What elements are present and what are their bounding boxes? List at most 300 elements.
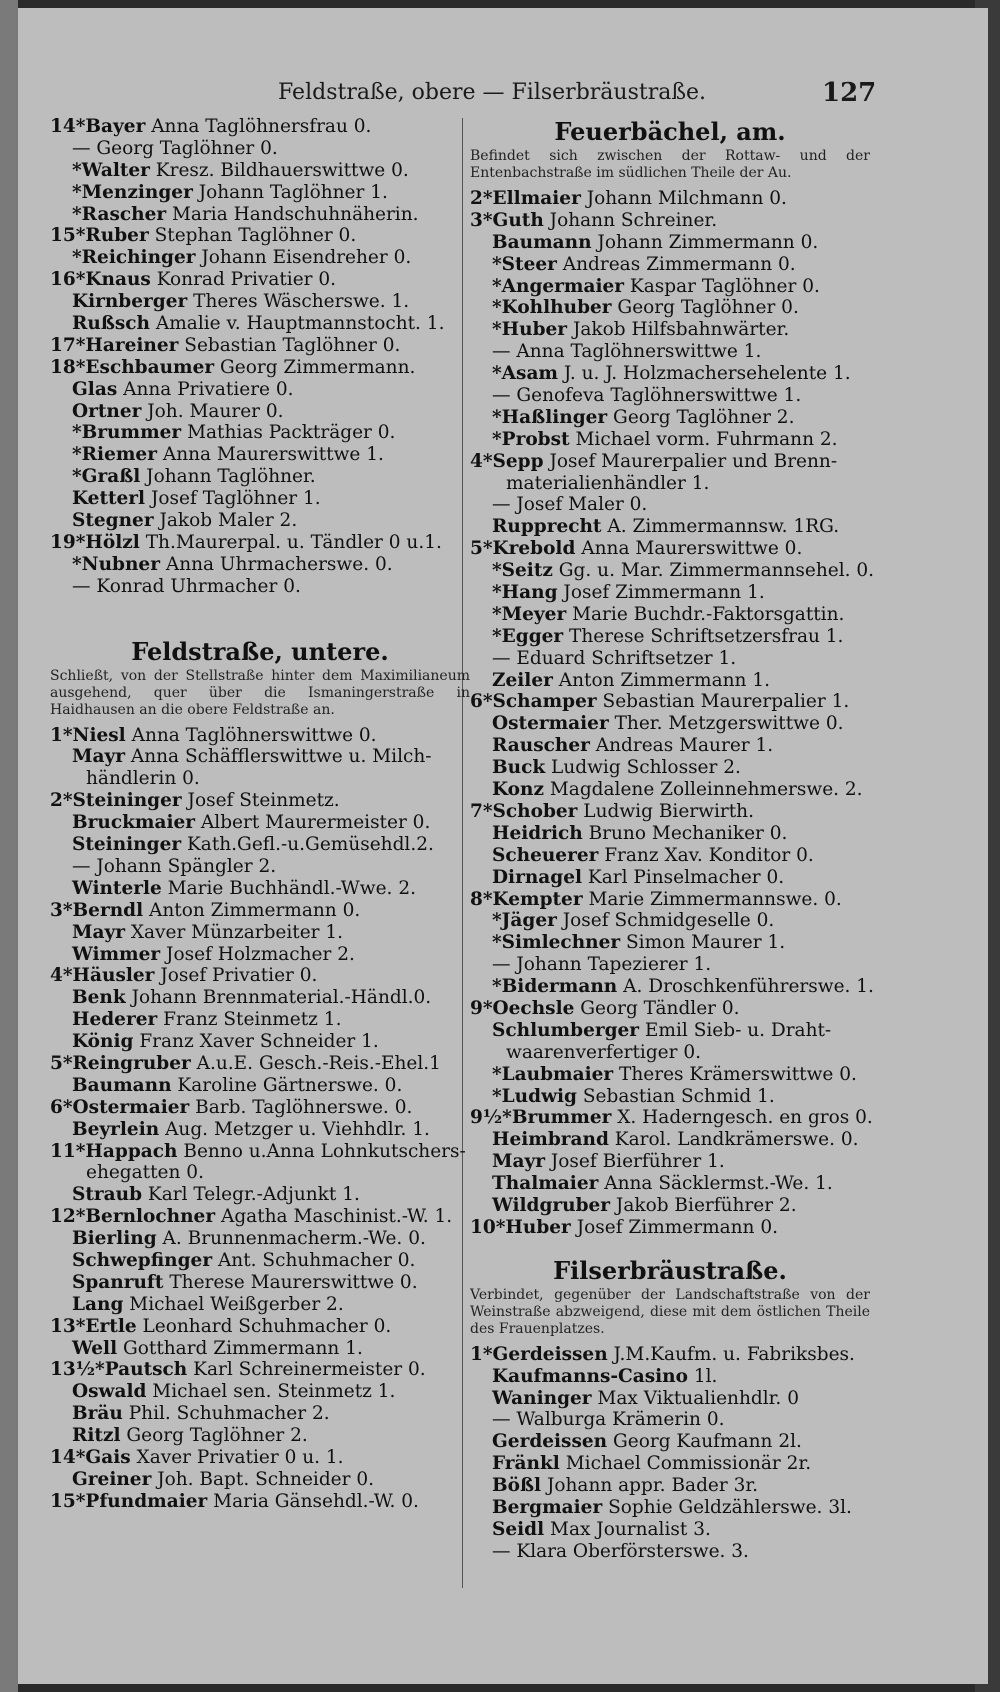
directory-entry	[50, 987, 470, 1009]
directory-entry	[470, 713, 870, 735]
resident-details: Josef Bierführer 1.	[544, 1151, 725, 1173]
page-number: 127	[822, 78, 877, 108]
directory-entry	[50, 1119, 470, 1141]
resident-details: Xaver Münzarbeiter 1.	[124, 921, 344, 943]
directory-entry	[50, 1053, 470, 1075]
resident-details: Theres Krämerswittwe 0.	[613, 1063, 857, 1085]
resident-surname: Well	[72, 1337, 118, 1359]
resident-details: Joh. Bapt. Schneider 0.	[151, 1468, 374, 1490]
directory-entry	[470, 1107, 873, 1129]
directory-entry	[50, 834, 470, 856]
resident-details: Simon Maurer 1.	[620, 932, 786, 954]
resident-surname: Eschbaumer	[85, 356, 215, 378]
resident-surname: Greiner	[72, 1468, 152, 1490]
directory-entry	[50, 1250, 470, 1272]
resident-details: — Johann Spängler 2.	[72, 855, 277, 877]
directory-entry	[50, 269, 470, 291]
directory-entry	[470, 801, 870, 823]
directory-entry	[50, 1294, 470, 1316]
resident-details: — Josef Maler 0.	[492, 494, 648, 516]
resident-details: Ludwig Schlosser 2.	[545, 757, 741, 779]
resident-details: J. u. J. Holzmachersehelente 1.	[558, 363, 851, 385]
running-title: Feldstraße, obere — Filserbräustraße.	[278, 80, 707, 105]
section-heading-feldstrasse-untere: Feldstraße, untere.	[131, 636, 389, 666]
resident-details: Franz Steinmetz 1.	[157, 1009, 342, 1031]
resident-surname: Reingruber	[72, 1052, 191, 1074]
directory-entry	[50, 1206, 470, 1228]
resident-details: Johann Zimmermann 0.	[591, 231, 819, 253]
resident-details: — Genofeva Taglöhnerswittwe 1.	[492, 385, 802, 407]
directory-entry	[470, 1129, 870, 1151]
resident-details: Anna Maurerswittwe 0.	[575, 538, 803, 560]
resident-surname: *Steer	[492, 253, 557, 275]
resident-details: Kresz. Bildhauerswittwe 0.	[149, 159, 409, 181]
resident-surname: Straub	[72, 1184, 143, 1206]
resident-details: Ludwig Bierwirth.	[577, 800, 754, 822]
resident-details: Agatha Maschinist.-W. 1.	[215, 1206, 453, 1228]
house-number: 9*	[470, 997, 493, 1019]
resident-surname: König	[72, 1031, 134, 1053]
directory-entry	[470, 1519, 870, 1541]
resident-surname: Hölzl	[85, 531, 140, 553]
resident-surname: Ruber	[85, 225, 149, 247]
directory-entry	[470, 604, 870, 626]
resident-details: Johann appr. Bader 3r.	[541, 1475, 759, 1497]
resident-surname: Ellmaier	[492, 188, 581, 209]
house-number: 15*	[50, 225, 86, 247]
resident-surname: Rußsch	[72, 313, 151, 335]
resident-surname: *Huber	[492, 319, 568, 341]
resident-surname: *Probst	[492, 428, 570, 450]
house-number: 17*	[50, 334, 86, 356]
resident-details: Josef Zimmermann 1.	[557, 582, 765, 604]
resident-details: Karol. Landkrämerswe. 0.	[608, 1129, 859, 1151]
house-number: 8*	[470, 888, 493, 910]
resident-details: Josef Schmidgeselle 0.	[556, 910, 775, 932]
directory-entry	[470, 932, 870, 954]
resident-details: Anna Uhrmacherswe. 0.	[159, 553, 393, 575]
resident-details: Theres Wäscherswe. 1.	[187, 291, 410, 313]
resident-surname: Steininger	[72, 790, 182, 812]
resident-surname: *Haßlinger	[492, 406, 608, 428]
directory-entry	[50, 1381, 470, 1403]
directory-entry	[470, 867, 870, 889]
resident-details: Anton Zimmermann 1.	[552, 669, 770, 691]
resident-details: Johann Milchmann 0.	[580, 188, 787, 209]
resident-surname: Lang	[72, 1293, 124, 1315]
directory-entry	[50, 965, 470, 987]
resident-surname: *Graßl	[72, 466, 141, 488]
directory-entry	[50, 900, 470, 922]
resident-surname: Konz	[492, 779, 544, 801]
directory-entry	[50, 466, 470, 488]
resident-surname: Glas	[72, 378, 118, 400]
resident-details: Johann Brennmaterial.-Händl.0.	[125, 987, 432, 1009]
directory-entry	[470, 998, 870, 1020]
directory-entry	[50, 1184, 470, 1206]
resident-surname: Ortner	[72, 400, 142, 422]
resident-surname: Hederer	[72, 1009, 158, 1031]
resident-surname: Zeiler	[492, 669, 553, 691]
resident-surname: *Kohlhuber	[492, 297, 612, 319]
resident-details: Johann Taglöhner 1.	[192, 181, 388, 203]
directory-entry	[50, 422, 470, 444]
resident-surname: Häusler	[72, 965, 155, 987]
house-number: 7*	[470, 800, 493, 822]
directory-entry	[470, 429, 870, 451]
resident-details: — Walburga Krämerin 0.	[492, 1409, 725, 1431]
resident-details: Karl Pinselmacher 0.	[582, 866, 785, 888]
resident-details: Therese Maurerswittwe 0.	[163, 1271, 418, 1293]
resident-details: Stephan Taglöhner 0.	[148, 225, 357, 247]
directory-entry	[50, 1272, 470, 1294]
entries-feldstrasse-untere	[50, 725, 470, 1513]
directory-entry	[50, 1162, 470, 1184]
resident-surname: Bräu	[72, 1403, 123, 1425]
directory-entry	[470, 757, 870, 779]
directory-entry	[470, 385, 870, 407]
directory-entry	[470, 823, 870, 845]
directory-entry	[470, 1064, 870, 1086]
resident-surname: Ostermaier	[72, 1096, 190, 1118]
directory-entry	[50, 856, 470, 878]
directory-entry	[470, 297, 870, 319]
directory-entry	[470, 779, 870, 801]
resident-surname: *Laubmaier	[492, 1063, 614, 1085]
resident-surname: Beyrlein	[72, 1118, 160, 1140]
resident-details: Andreas Maurer 1.	[589, 735, 774, 757]
resident-surname: Mayr	[72, 921, 125, 943]
resident-surname: Spanruft	[72, 1271, 164, 1293]
resident-details: Anna Privatiere 0.	[117, 378, 294, 400]
directory-entry	[470, 276, 870, 298]
resident-details: ehegatten 0.	[86, 1162, 204, 1184]
directory-entry	[50, 291, 470, 313]
resident-surname: Stegner	[72, 510, 154, 532]
resident-surname: Waninger	[492, 1387, 592, 1409]
directory-entry	[50, 576, 470, 598]
resident-details: Joh. Maurer 0.	[141, 400, 284, 422]
directory-entry	[50, 1075, 470, 1097]
directory-entry	[470, 1020, 870, 1042]
resident-surname: Baumann	[492, 231, 592, 253]
resident-details: Johann Eisendreher 0.	[195, 247, 412, 269]
resident-surname: Heimbrand	[492, 1129, 609, 1151]
resident-surname: *Menzinger	[72, 181, 193, 203]
directory-entry	[50, 335, 470, 357]
directory-entry	[470, 1475, 870, 1497]
directory-entry	[50, 768, 470, 790]
directory-entry	[50, 1359, 470, 1381]
resident-details: Johann Schreiner.	[543, 209, 718, 231]
directory-entry	[50, 1031, 470, 1053]
resident-surname: Ostermaier	[492, 713, 609, 735]
directory-entry	[470, 516, 870, 538]
house-number: 19*	[50, 531, 86, 553]
section-heading-filserbraeustrasse: Filserbräustraße.	[553, 1255, 787, 1285]
resident-details: Johann Taglöhner.	[140, 466, 316, 488]
resident-details: Aug. Metzger u. Viehhdlr. 1.	[159, 1118, 430, 1140]
resident-surname: Niesl	[72, 724, 126, 746]
resident-surname: *Jäger	[492, 910, 557, 932]
resident-surname: *Rascher	[72, 203, 167, 225]
directory-entry	[470, 845, 870, 867]
directory-entry	[50, 1009, 470, 1031]
directory-entry	[470, 889, 870, 911]
resident-surname: *Walter	[72, 159, 150, 181]
resident-details: Michael Weißgerber 2.	[123, 1293, 344, 1315]
resident-surname: Rupprecht	[492, 516, 602, 538]
resident-details: Maria Handschuhnäherin.	[166, 203, 419, 225]
resident-details: Emil Sieb- u. Draht-	[639, 1019, 832, 1041]
resident-details: X. Haderngesch. en gros 0.	[611, 1107, 873, 1129]
directory-entry	[470, 341, 870, 363]
resident-surname: Mayr	[72, 746, 125, 768]
resident-details: Mathias Packträger 0.	[181, 422, 396, 444]
resident-details: Josef Privatier 0.	[154, 965, 318, 987]
directory-entry	[470, 1195, 870, 1217]
resident-surname: *Asam	[492, 363, 559, 385]
resident-details: Max Journalist 3.	[544, 1518, 711, 1540]
resident-surname: Fränkl	[492, 1453, 560, 1475]
directory-entry	[470, 188, 870, 210]
resident-surname: Gerdeissen	[492, 1431, 608, 1453]
resident-details: 1l.	[687, 1365, 718, 1387]
house-number: 1*	[50, 724, 73, 746]
resident-details: Bruno Mechaniker 0.	[582, 822, 788, 844]
resident-details: Leonhard Schuhmacher 0.	[136, 1315, 392, 1337]
resident-surname: Bößl	[492, 1475, 542, 1497]
resident-details: Michael sen. Steinmetz 1.	[146, 1381, 396, 1403]
house-number: 11*	[50, 1140, 86, 1162]
house-number: 14*	[50, 116, 86, 137]
resident-surname: Buck	[492, 757, 546, 779]
resident-surname: Bayer	[85, 116, 146, 137]
directory-entry	[470, 494, 870, 516]
resident-surname: Heidrich	[492, 822, 583, 844]
directory-entry	[470, 648, 870, 670]
directory-entry	[470, 670, 870, 692]
resident-surname: Schwepfinger	[72, 1249, 213, 1271]
resident-details: Karl Schreinermeister 0.	[187, 1359, 426, 1381]
directory-entry	[50, 116, 470, 138]
directory-entry	[50, 401, 470, 423]
resident-details: Albert Maurermeister 0.	[195, 812, 431, 834]
directory-entry	[470, 1217, 870, 1239]
resident-details: A. Brunnenmacherm.-We. 0.	[156, 1228, 426, 1250]
resident-details: Kaspar Taglöhner 0.	[624, 275, 820, 297]
resident-details: Xaver Privatier 0 u. 1.	[130, 1446, 344, 1468]
resident-details: materialienhändler 1.	[506, 472, 710, 494]
directory-entry	[50, 1316, 470, 1338]
directory-entry	[50, 1097, 470, 1119]
house-number: 14*	[50, 1446, 86, 1468]
resident-surname: Bernlochner	[85, 1206, 216, 1228]
resident-details: Ant. Schuhmacher 0.	[212, 1249, 416, 1271]
resident-surname: Kaufmanns-Casino	[492, 1365, 688, 1387]
house-number: 6*	[470, 691, 493, 713]
house-number: 1*	[470, 1343, 493, 1365]
directory-entry	[470, 560, 875, 582]
resident-details: — Klara Oberförsterswe. 3.	[492, 1540, 749, 1562]
resident-surname: *Brummer	[72, 422, 182, 444]
resident-details: Josef Taglöhner 1.	[145, 488, 321, 510]
resident-details: Therese Schriftsetzersfrau 1.	[563, 625, 844, 647]
resident-surname: Thalmaier	[492, 1173, 599, 1195]
resident-surname: Gais	[85, 1446, 131, 1468]
section-note-filserbraeustrasse: Verbindet, gegenüber der Landschaftstraße von der Weinstraße abzweigend, diese mit dem östlichen Theile des Frauenplatzes.	[470, 1286, 870, 1337]
resident-surname: Rauscher	[492, 735, 590, 757]
resident-details: händlerin 0.	[86, 768, 200, 790]
resident-details: Konrad Privatier 0.	[150, 269, 337, 291]
house-number: 16*	[50, 269, 86, 291]
directory-entry	[470, 954, 870, 976]
directory-entry	[470, 473, 870, 495]
page-edge-left	[0, 0, 18, 1692]
resident-surname: Hareiner	[85, 334, 179, 356]
resident-surname: *Ludwig	[492, 1085, 577, 1107]
directory-entry	[470, 735, 870, 757]
resident-details: Sebastian Taglöhner 0.	[178, 334, 401, 356]
resident-surname: Berndl	[72, 899, 144, 921]
house-number: 4*	[470, 450, 493, 472]
directory-entry	[50, 725, 470, 747]
resident-surname: Dirnagel	[492, 866, 582, 888]
house-number: 2*	[50, 790, 73, 812]
resident-surname: Pfundmaier	[85, 1490, 208, 1512]
directory-entry	[50, 488, 470, 510]
directory-entry	[50, 138, 470, 160]
resident-details: Franz Xaver Schneider 1.	[133, 1031, 379, 1053]
directory-entry	[470, 976, 874, 998]
house-number: 9½*	[470, 1107, 512, 1129]
resident-details: Michael vorm. Fuhrmann 2.	[569, 428, 838, 450]
directory-entry	[470, 1366, 870, 1388]
house-number: 5*	[470, 538, 493, 560]
directory-entry	[50, 812, 470, 834]
resident-surname: Mayr	[492, 1151, 545, 1173]
directory-entry	[470, 1409, 870, 1431]
resident-surname: Schamper	[492, 691, 597, 713]
house-number: 2*	[470, 188, 493, 209]
resident-surname: *Egger	[492, 625, 564, 647]
resident-details: Phil. Schuhmacher 2.	[122, 1403, 330, 1425]
resident-surname: Guth	[492, 209, 544, 231]
resident-details: Karoline Gärtnerswe. 0.	[171, 1074, 403, 1096]
directory-entry	[50, 554, 470, 576]
directory-entry	[470, 1453, 870, 1475]
directory-entry	[50, 444, 470, 466]
resident-details: Georg Kaufmann 2l.	[607, 1431, 802, 1453]
directory-entry	[50, 878, 470, 900]
directory-entry	[470, 1173, 870, 1195]
resident-details: Georg Tändler 0.	[574, 997, 740, 1019]
resident-details: Josef Holzmacher 2.	[160, 943, 355, 965]
resident-surname: Oechsle	[492, 997, 575, 1019]
directory-entry	[470, 363, 870, 385]
directory-entry	[470, 1151, 870, 1173]
house-number: 15*	[50, 1490, 86, 1512]
resident-surname: Steininger	[72, 834, 182, 856]
resident-details: Kath.Gefl.-u.Gemüsehdl.2.	[181, 834, 434, 856]
house-number: 3*	[50, 899, 73, 921]
resident-surname: Scheuerer	[492, 844, 599, 866]
resident-surname: *Angermaier	[492, 275, 625, 297]
directory-entry	[470, 626, 870, 648]
directory-entry	[50, 922, 470, 944]
resident-surname: Huber	[505, 1216, 571, 1238]
house-number: 3*	[470, 209, 493, 231]
directory-entry	[470, 1086, 870, 1108]
directory-entry	[50, 510, 470, 532]
directory-entry	[50, 1141, 470, 1163]
resident-details: Anna Taglöhnersfrau 0.	[145, 116, 372, 137]
resident-details: Josef Zimmermann 0.	[570, 1216, 778, 1238]
directory-entry	[470, 232, 870, 254]
directory-entry	[470, 210, 870, 232]
resident-surname: *Reichinger	[72, 247, 196, 269]
directory-entry	[470, 1541, 870, 1563]
resident-details: Marie Zimmermannswe. 0.	[582, 888, 842, 910]
directory-entry	[470, 451, 870, 473]
resident-surname: Oswald	[72, 1381, 147, 1403]
page-header	[262, 78, 882, 114]
left-column	[50, 116, 470, 1513]
resident-details: Anna Maurerswittwe 1.	[156, 444, 384, 466]
resident-details: Maria Gänsehdl.-W. 0.	[207, 1490, 419, 1512]
directory-entry	[50, 379, 470, 401]
resident-details: — Johann Tapezierer 1.	[492, 954, 712, 976]
resident-surname: Brummer	[511, 1107, 612, 1129]
directory-entry	[470, 254, 870, 276]
resident-details: Anna Schäfflerswittwe u. Milch-	[124, 746, 432, 768]
house-number: 4*	[50, 965, 73, 987]
resident-surname: *Bidermann	[492, 976, 618, 998]
resident-surname: Benk	[72, 987, 126, 1009]
directory-entry	[470, 582, 870, 604]
resident-surname: Schlumberger	[492, 1019, 640, 1041]
resident-details: Magdalene Zolleinnehmerswe. 2.	[543, 779, 863, 801]
resident-surname: Ketterl	[72, 488, 146, 510]
directory-entry	[50, 1425, 470, 1447]
resident-details: Josef Steinmetz.	[181, 790, 340, 812]
directory-entry	[50, 313, 470, 335]
directory-entry	[470, 691, 870, 713]
entries-filserbraeustrasse	[470, 1344, 870, 1563]
resident-surname: Wimmer	[72, 943, 161, 965]
resident-details: A.u.E. Gesch.-Reis.-Ehel.1	[190, 1052, 441, 1074]
resident-surname: *Simlechner	[492, 932, 621, 954]
resident-surname: Baumann	[72, 1074, 172, 1096]
resident-surname: Kempter	[492, 888, 583, 910]
directory-entry	[50, 1447, 470, 1469]
resident-details: Anton Zimmermann 0.	[143, 899, 361, 921]
resident-details: Georg Zimmermann.	[214, 356, 416, 378]
resident-details: A. Zimmermannsw. 1RG.	[601, 516, 840, 538]
directory-entry	[50, 944, 470, 966]
resident-details: A. Droschkenführerswe. 1.	[617, 976, 874, 998]
house-number: 10*	[470, 1216, 506, 1238]
resident-details: Sophie Geldzählerswe. 3l.	[602, 1496, 852, 1518]
resident-surname: Kirnberger	[72, 291, 188, 313]
directory-entry	[50, 204, 470, 226]
resident-details: Georg Taglöhner 2.	[120, 1425, 308, 1447]
section-gap	[50, 598, 470, 620]
house-number: 18*	[50, 356, 86, 378]
resident-details: Ther. Metzgerswittwe 0.	[608, 713, 844, 735]
resident-details: — Georg Taglöhner 0.	[72, 137, 278, 159]
section-note-feuerbaechel: Befindet sich zwischen der Rottaw- und der Entenbachstraße im südlichen Theile der Au.	[470, 148, 870, 181]
